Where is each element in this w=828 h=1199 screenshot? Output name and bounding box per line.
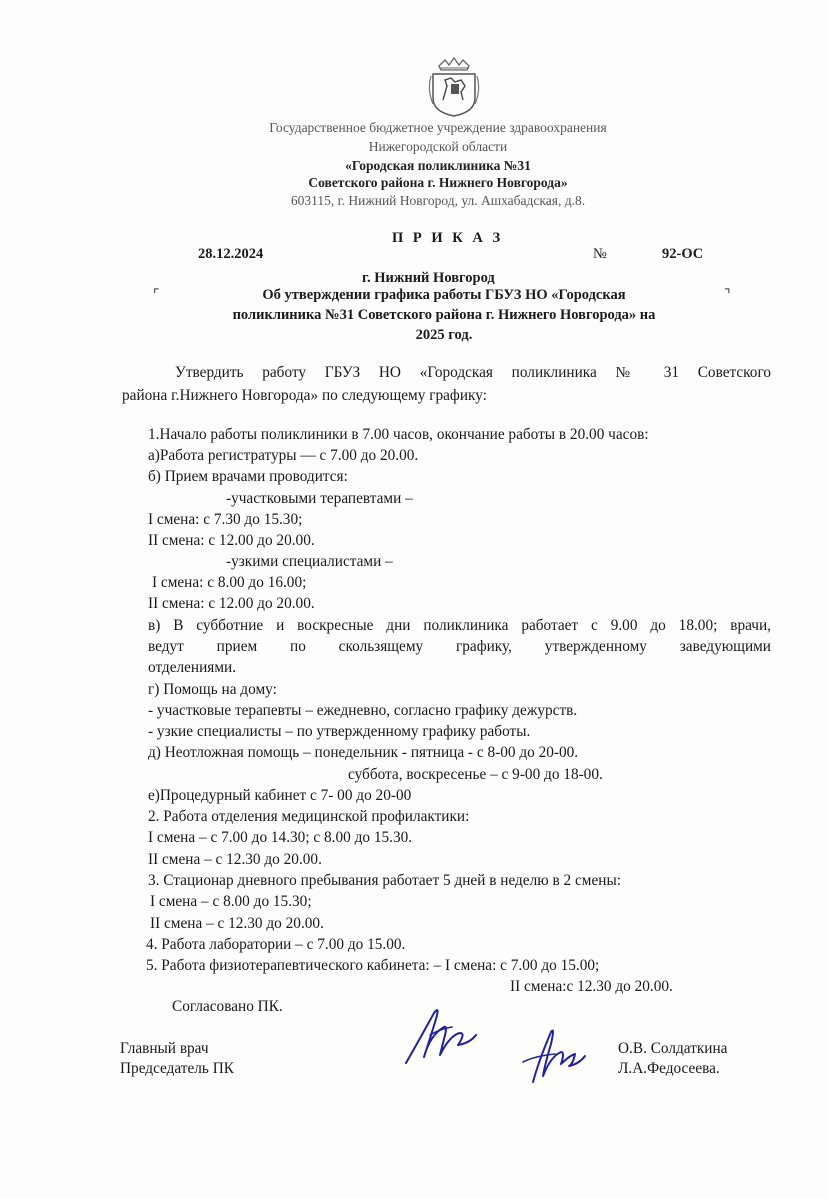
agreed-note: Согласовано ПК. — [172, 998, 283, 1015]
chief-doctor-name: О.В. Солдаткина — [618, 1040, 728, 1057]
order-number-sign: № — [593, 246, 607, 262]
item-1d-weekend: суббота, воскресенье – с 9-00 до 18-00. — [348, 766, 603, 783]
item-1e: е)Процедурный кабинет с 7- 00 до 20-00 — [148, 787, 412, 804]
intro-line-2: района г.Нижнего Новгорода» по следующему графику: — [122, 387, 487, 404]
chief-doctor-signature — [400, 1005, 485, 1070]
org-name-line-2: Советского района г. Нижнего Новгорода» — [308, 175, 568, 190]
order-city: г. Нижний Новгород — [362, 270, 495, 286]
corner-mark-right: ⌝ — [724, 288, 731, 303]
order-title: П Р И К А З — [392, 230, 504, 246]
item-1v-line-2: ведут прием по скользящему графику, утвержденному заведующими — [148, 638, 771, 655]
coat-of-arms-icon — [425, 56, 483, 118]
subject-line-2: поликлиника №31 Советского района г. Нижнего Новгорода» на — [232, 307, 656, 323]
org-name-line-1: «Городская поликлиника №31 — [345, 158, 531, 173]
item-1v-line-1: в) В субботние и воскресные дни поликлиника работает с 9.00 до 18.00; врачи, — [148, 617, 771, 634]
therapists-shift-2: II смена: с 12.00 до 20.00. — [148, 532, 315, 549]
item-4: 4. Работа лаборатории – с 7.00 до 15.00. — [146, 936, 406, 953]
therapists-heading: -участковыми терапевтами – — [226, 490, 413, 507]
specialists-shift-1: I смена: с 8.00 до 16.00; — [152, 574, 307, 591]
item-5-shift-2: II смена:с 12.30 до 20.00. — [510, 978, 673, 995]
home-specialists: - узкие специалисты – по утвержденному графику работы. — [148, 723, 531, 740]
home-therapists: - участковые терапевты – ежедневно, согласно графику дежурств. — [148, 702, 578, 719]
order-date: 28.12.2024 — [198, 246, 264, 262]
item-5: 5. Работа физиотерапевтического кабинета: – I смена: с 7.00 до 15.00; — [146, 957, 600, 974]
subject-line-1: Об утверждении графика работы ГБУЗ НО «Городская — [262, 287, 626, 303]
specialists-heading: -узкими специалистами – — [226, 553, 393, 570]
subject-line-3: 2025 год. — [415, 327, 473, 343]
item-1d-weekdays: д) Неотложная помощь – понедельник - пятница - с 8-00 до 20-00. — [148, 744, 579, 761]
item-3: 3. Стационар дневного пребывания работает 5 дней в неделю в 2 смены: — [148, 872, 621, 889]
corner-mark-left: ⌜ — [153, 288, 160, 303]
item-2-shift-1: I смена – с 7.00 до 14.30; с 8.00 до 15.30. — [148, 829, 413, 846]
item-3-shift-2: II смена – с 12.30 до 20.00. — [150, 915, 324, 932]
org-line-2: Нижегородской области — [368, 139, 508, 154]
item-3-shift-1: I смена – с 8.00 до 15.30; — [150, 893, 312, 910]
item-1v-line-3: отделениями. — [148, 659, 237, 676]
specialists-shift-2: II смена: с 12.00 до 20.00. — [148, 595, 315, 612]
item-1a: а)Работа регистратуры — с 7.00 до 20.00. — [148, 447, 419, 464]
org-line-1: Государственное бюджетное учреждение здравоохранения — [269, 120, 607, 135]
chairman-signature — [515, 1020, 595, 1090]
item-1: 1.Начало работы поликлиники в 7.00 часов, окончание работы в 20.00 часов: — [148, 426, 649, 443]
item-2: 2. Работа отделения медицинской профилактики: — [148, 808, 470, 825]
chairman-name: Л.А.Федосеева. — [618, 1060, 720, 1077]
therapists-shift-1: I смена: с 7.30 до 15.30; — [148, 511, 303, 528]
org-address: 603115, г. Нижний Новгород, ул. Ашхабадская, д.8. — [290, 193, 586, 208]
chief-doctor-title: Главный врач — [120, 1040, 209, 1057]
item-2-shift-2: II смена – с 12.30 до 20.00. — [148, 851, 322, 868]
item-1g: г) Помощь на дому: — [148, 681, 277, 698]
intro-line-1: Утвердить работу ГБУЗ НО «Городская поликлиника № 31 Советского — [175, 364, 771, 381]
item-1b: б) Прием врачами проводится: — [148, 468, 348, 485]
order-number: 92-ОС — [662, 246, 704, 262]
chairman-title: Председатель ПК — [120, 1060, 234, 1077]
